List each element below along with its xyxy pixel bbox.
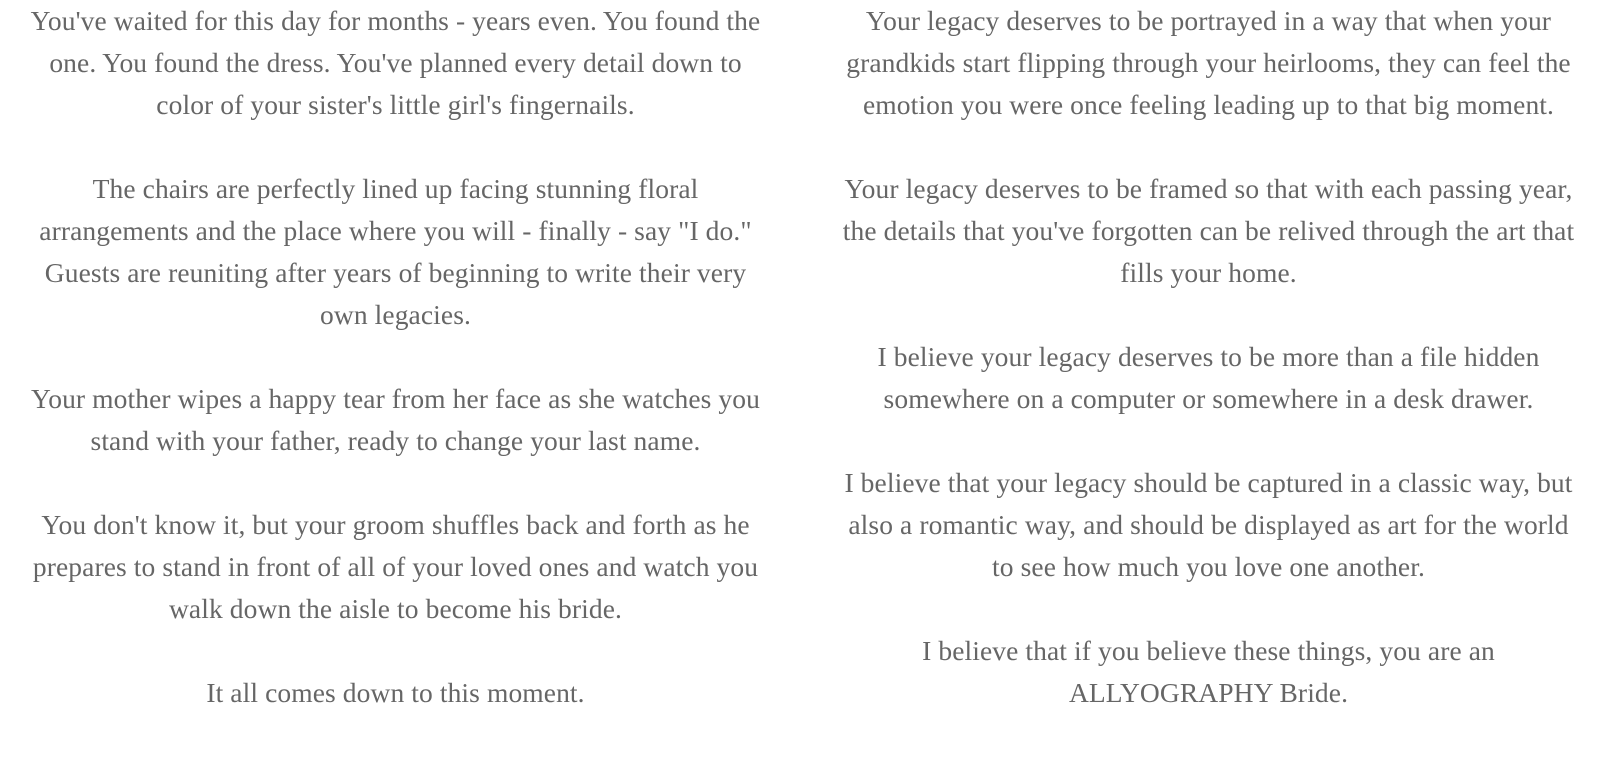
- paragraph-legacy-framed: Your legacy deserves to be framed so that with each passing year, the details that you've forgotten can be relived through the art that fills your home.: [842, 173, 1575, 288]
- paragraph-chairs-lined-up: The chairs are perfectly lined up facing stunning floral arrangements and the place where you will - finally - say "I do." Guests are reuniting after years of beginning to write their very own legacies.: [39, 173, 752, 330]
- left-text-column: [23, 0, 768, 714]
- paragraph-more-than-a-file: I believe your legacy deserves to be more than a file hidden somewhere on a computer or somewhere in a desk drawer.: [877, 341, 1540, 414]
- paragraph-mother-wipes-tear: Your mother wipes a happy tear from her face as she watches you stand with your father, ready to change your last name.: [31, 383, 760, 456]
- paragraph-this-moment: It all comes down to this moment.: [206, 677, 585, 708]
- paragraph-allyography-bride: I believe that if you believe these things, you are an ALLYOGRAPHY Bride.: [922, 635, 1495, 708]
- paragraph-legacy-portrayed: Your legacy deserves to be portrayed in a way that when your grandkids start flipping through your heirlooms, they can feel the emotion you were once feeling leading up to that big moment.: [846, 5, 1571, 120]
- paragraph-waited-for-this-day: You've waited for this day for months - years even. You found the one. You found the dress. You've planned every detail down to color of your sister's little girl's fingernails.: [30, 5, 761, 120]
- paragraph-classic-romantic: I believe that your legacy should be captured in a classic way, but also a romantic way, and should be displayed as art for the world to see how much you love one another.: [844, 467, 1573, 582]
- right-text-column: [836, 0, 1581, 714]
- paragraph-groom-shuffles: You don't know it, but your groom shuffles back and forth as he prepares to stand in front of all of your loved ones and watch you walk down the aisle to become his bride.: [32, 509, 759, 624]
